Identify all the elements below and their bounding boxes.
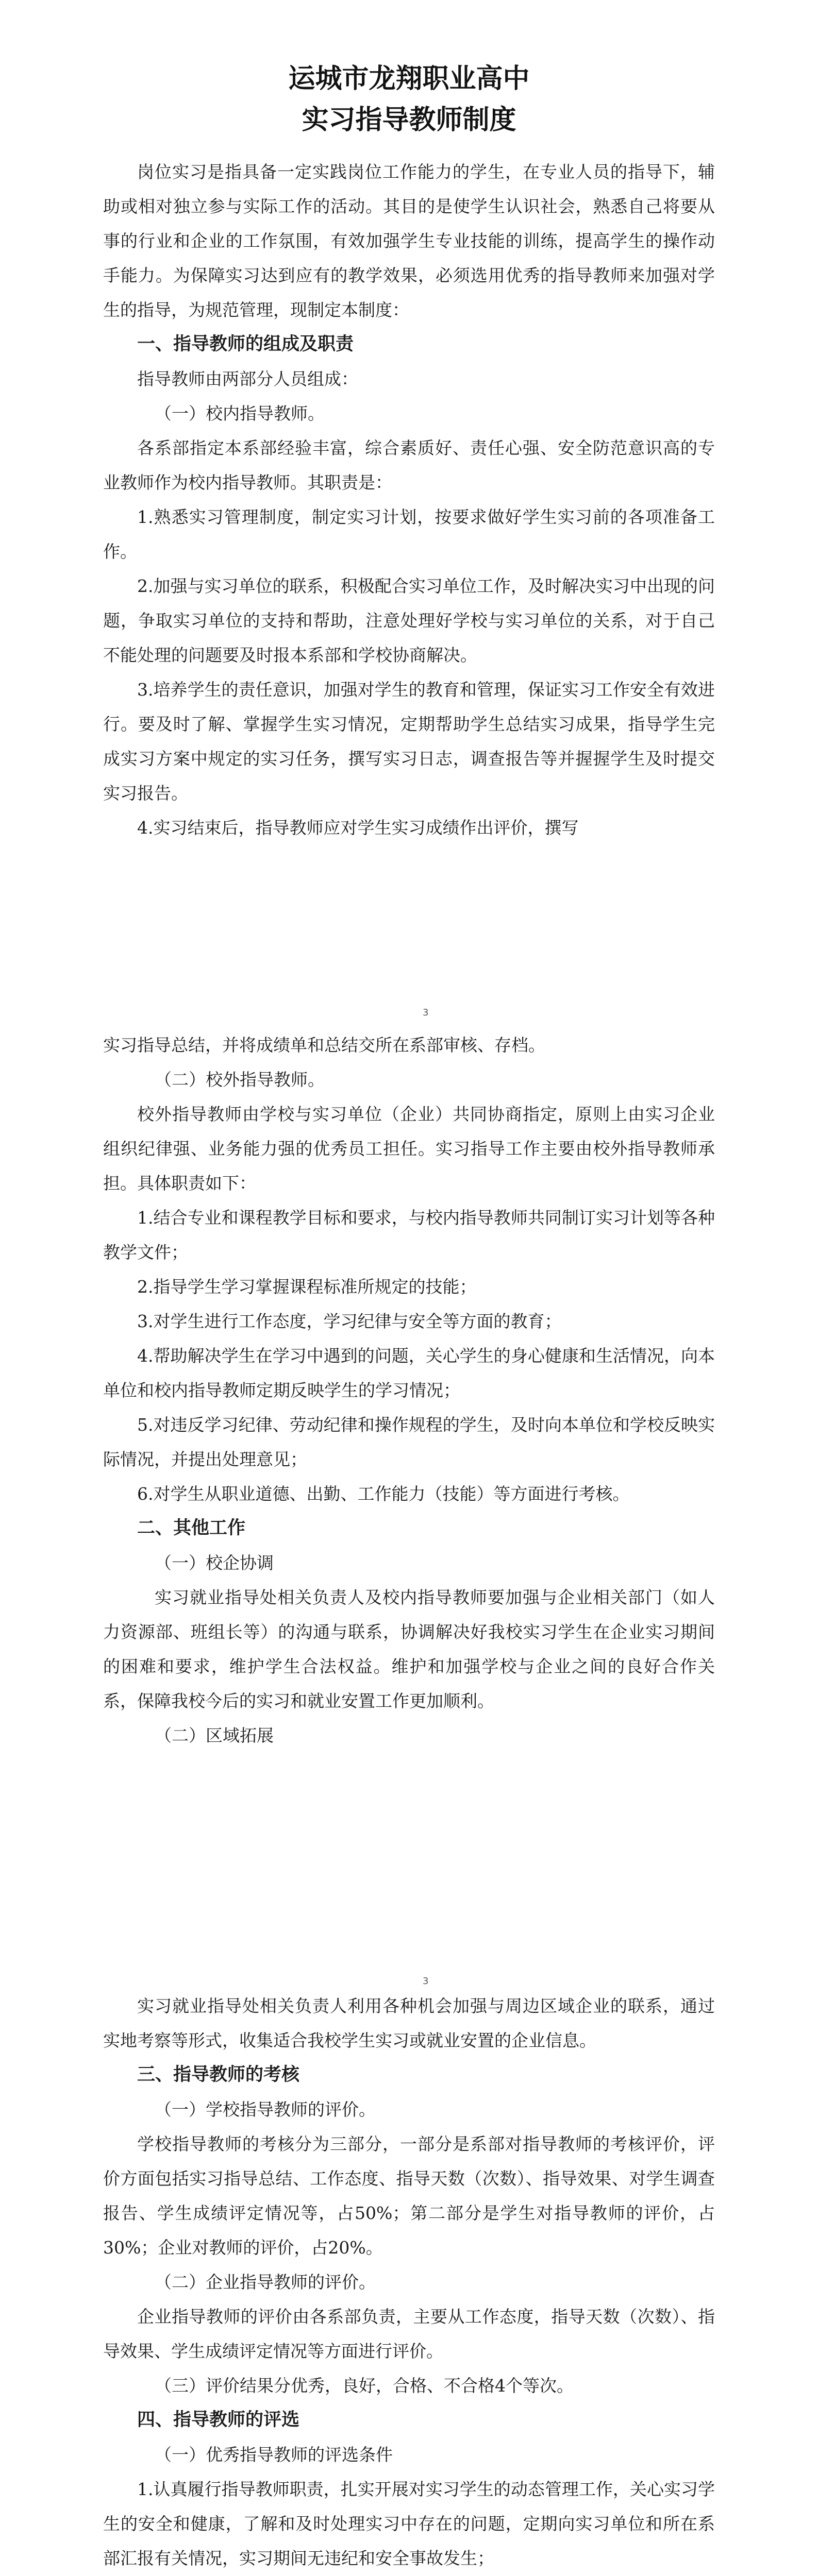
section-4-1-heading: （一）优秀指导教师的评选条件 xyxy=(155,2445,393,2465)
section-3-1-text: 学校指导教师的考核分为三部分，一部分是系部对指导教师的考核评价，评价方面包括实习指导总结、工作态度、指导天数（次数）、指导效果、对学生调查报告、学生成绩评定情况等，占50%；第二部分是学生对指导教师的评价，占30%；企业对教师的评价，占20%。 xyxy=(103,2134,715,2258)
list-item: 1.认真履行指导教师职责，扎实开展对实习学生的动态管理工作，关心实习学生的安全和健康，了解和及时处理实习中存在的问题，定期向实习单位和所在系部汇报有关情况，实习期间无违纪和安全事故发生； xyxy=(103,2479,715,2568)
list-item: 5.对违反学习纪律、劳动纪律和操作规程的学生，及时向本单位和学校反映实际情况，并提出处理意见； xyxy=(103,1415,715,1469)
section-2-1-heading: （一）校企协调 xyxy=(155,1553,274,1573)
section-3-2-heading: （二）企业指导教师的评价。 xyxy=(155,2272,376,2292)
list-item: 4.帮助解决学生在学习中遇到的问题，关心学生的身心健康和生活情况，向本单位和校内指导教师定期反映学生的学习情况； xyxy=(103,1346,715,1400)
intro-paragraph: 岗位实习是指具备一定实践岗位工作能力的学生，在专业人员的指导下，辅助或相对独立参与实际工作的活动。其目的是使学生认识社会，熟悉自己将要从事的行业和企业的工作氛围，有效加强学生专业技能的训练，提高学生的操作动手能力。为保障实习达到应有的教学效果，必须选用优秀的指导教师来加强对学生的指导，为规范管理，现制定本制度： xyxy=(103,162,715,320)
list-item: 4.实习结束后，指导教师应对学生实习成绩作出评价，撰写 xyxy=(137,818,579,838)
list-item: 2.指导学生学习掌握课程标准所规定的技能； xyxy=(137,1277,477,1297)
section-3-1-heading: （一）学校指导教师的评价。 xyxy=(155,2099,376,2120)
list-item: 3.对学生进行工作态度，学习纪律与安全等方面的教育； xyxy=(137,1311,562,1331)
list-item: 6.对学生从职业道德、出勤、工作能力（技能）等方面进行考核。 xyxy=(137,1484,630,1504)
section-1-2-heading: （二）校外指导教师。 xyxy=(155,1070,325,1090)
section-2-2-text: 实习就业指导处相关负责人利用各种机会加强与周边区域企业的联系，通过实地考察等形式，收集适合我校学生实习或就业安置的企业信息。 xyxy=(103,1996,715,2050)
section-3-heading: 三、指导教师的考核 xyxy=(137,2064,300,2085)
section-1-heading: 一、指导教师的组成及职责 xyxy=(137,334,354,354)
school-name-title: 运城市龙翔职业高中 xyxy=(288,63,530,94)
section-1-lead: 指导教师由两部分人员组成： xyxy=(137,369,358,389)
page-break-mark: 3 xyxy=(423,1976,429,1987)
section-1-1-heading: （一）校内指导教师。 xyxy=(155,403,325,423)
section-1-1-intro: 各系部指定本系部经验丰富，综合素质好、责任心强、安全防范意识高的专业教师作为校内指导教师。其职责是： xyxy=(103,438,715,493)
section-2-1-text: 实习就业指导处相关负责人及校内指导教师要加强与企业相关部门（如人力资源部、班组长等）的沟通与联系，协调解决好我校实习学生在企业实习期间的困难和要求，维护学生合法权益。维护和加强学校与企业之间的良好合作关系，保障我校今后的实习和就业安置工作更加顺利。 xyxy=(103,1587,715,1711)
section-block-2 xyxy=(103,1028,715,1753)
section-4-heading: 四、指导教师的评选 xyxy=(137,2410,300,2430)
section-1-1-continuation: 实习指导总结，并将成绩单和总结交所在系部审核、存档。 xyxy=(103,1035,545,1055)
section-2-heading: 二、其他工作 xyxy=(137,1518,246,1538)
section-3-2-text: 企业指导教师的评价由各系部负责，主要从工作态度，指导天数（次数）、指导效果、学生成绩评定情况等方面进行评价。 xyxy=(103,2307,715,2361)
section-block-3 xyxy=(103,1989,715,2576)
document-title: 实习指导教师制度 xyxy=(302,105,516,135)
section-3-3-text: （三）评价结果分优秀，良好，合格、不合格4个等次。 xyxy=(155,2376,574,2396)
list-item: 1.熟悉实习管理制度，制定实习计划，按要求做好学生实习前的各项准备工作。 xyxy=(103,507,715,562)
list-item: 2.加强与实习单位的联系，积极配合实习单位工作，及时解决实习中出现的问题，争取实习单位的支持和帮助，注意处理好学校与实习单位的关系，对于自己不能处理的问题要及时报本系部和学校协商解决。 xyxy=(103,576,715,665)
list-item: 3.培养学生的责任意识，加强对学生的教育和管理，保证实习工作安全有效进行。要及时了解、掌握学生实习情况，定期帮助学生总结实习成果，指导学生完成实习方案中规定的实习任务，撰写实习日志，调查报告等并握握学生及时提交实习报告。 xyxy=(103,680,715,803)
section-2-2-heading: （二）区域拓展 xyxy=(155,1725,274,1745)
section-block-1 xyxy=(103,155,715,845)
section-1-2-intro: 校外指导教师由学校与实习单位（企业）共同协商指定，原则上由实习企业组织纪律强、业务能力强的优秀员工担任。实习指导工作主要由校外指导教师承担。具体职责如下： xyxy=(103,1104,715,1193)
page-break-mark: 3 xyxy=(423,1007,429,1018)
list-item: 1.结合专业和课程教学目标和要求，与校内指导教师共同制订实习计划等各种教学文件； xyxy=(103,1208,715,1262)
